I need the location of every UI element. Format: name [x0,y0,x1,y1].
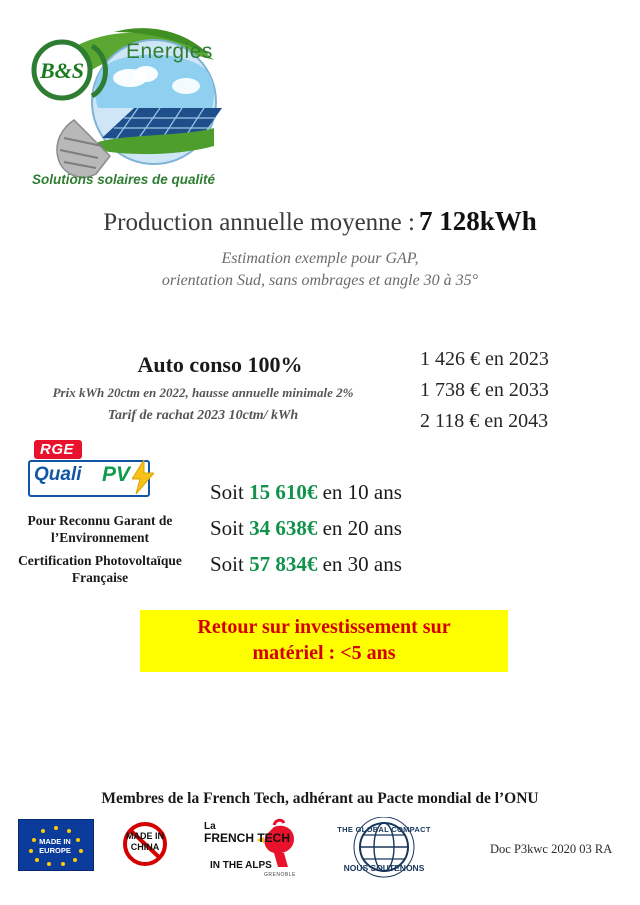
production-label: Production annuelle moyenne : [103,209,415,236]
estimation-line-2: orientation Sud, sans ombrages et angle 30 à 35° [161,272,479,289]
savings-row [210,474,402,510]
french-tech-name: FRENCH TECH [204,831,290,845]
savings-amount: 15 610€ [249,480,318,504]
yearly-revenue-item: 1 738 € en 2033 [420,379,549,401]
price-note: Prix kWh 20ctm en 2022, hausse annuelle minimale 2% [52,385,354,400]
made-in-china-label [106,831,184,853]
autoconso-title: Auto conso 100% [137,352,303,377]
footer-logo-row [18,815,478,881]
roi-highlight-box [140,610,508,672]
savings-prefix: Soit [210,516,250,540]
made-in-china-line-2: CHINA [130,842,160,852]
tarif-note: Tarif de rachat 2023 10ctm/ kWh [107,408,299,423]
rge-subtitle-certification: Certification Photovoltaïque Française [18,553,182,585]
savings-amount: 57 834€ [249,552,318,576]
made-in-europe-line-1: MADE IN [39,837,71,846]
savings-prefix: Soit [210,552,250,576]
svg-text:B&S: B&S [39,58,85,83]
un-global-compact-top-label: THE GLOBAL COMPACT [337,825,431,834]
made-in-europe-line-2: EUROPE [39,846,71,855]
qualipv-quali-text: Quali [34,464,82,485]
savings-row [210,510,402,546]
un-global-compact-logo [328,817,440,879]
savings-row [210,546,402,582]
roi-line-1: Retour sur investissement sur [197,616,451,638]
french-tech-la: La [204,821,216,832]
rge-subtitle-environment: Pour Reconnu Garant de l’Environnement [27,513,173,545]
savings-suffix: en 30 ans [317,552,402,576]
logo-word-energies: Energies [126,40,213,63]
french-tech-grenoble: GRENOBLE [264,872,296,878]
made-in-china-line-1: MADE IN [126,831,164,841]
savings-suffix: en 20 ans [317,516,402,540]
document-reference: Doc P3kwc 2020 03 RA [490,842,613,856]
rge-label: RGE [34,440,82,459]
made-in-europe-label [24,837,86,855]
lightning-bolt-icon [132,460,154,494]
company-logo [18,16,298,196]
roi-line-2: matériel : <5 ans [252,642,396,664]
yearly-revenue-list [420,344,549,437]
qualipv-pv-text: PV [102,463,131,486]
savings-list [210,474,402,582]
savings-suffix: en 10 ans [317,480,402,504]
rge-qualipv-badge [28,440,152,496]
french-tech-alps: IN THE ALPS [210,860,272,871]
estimation-line-1: Estimation exemple pour GAP, [221,250,419,267]
savings-prefix: Soit [210,480,250,504]
un-global-compact-bottom-label: NOUS SOUTENONS [343,863,425,873]
french-tech-in-the-alps-logo [204,817,308,877]
footer-title: Membres de la French Tech, adhérant au Pacte mondial de l’ONU [101,790,539,807]
logo-tagline: Solutions solaires de qualité [32,172,216,187]
savings-amount: 34 638€ [249,516,318,540]
production-headline [0,206,640,237]
yearly-revenue-item: 2 118 € en 2043 [420,410,549,432]
estimation-note [0,248,640,292]
production-value: 7 128kWh [418,206,537,236]
no-made-in-china-icon [106,821,184,867]
yearly-revenue-item: 1 426 € en 2023 [420,348,549,370]
